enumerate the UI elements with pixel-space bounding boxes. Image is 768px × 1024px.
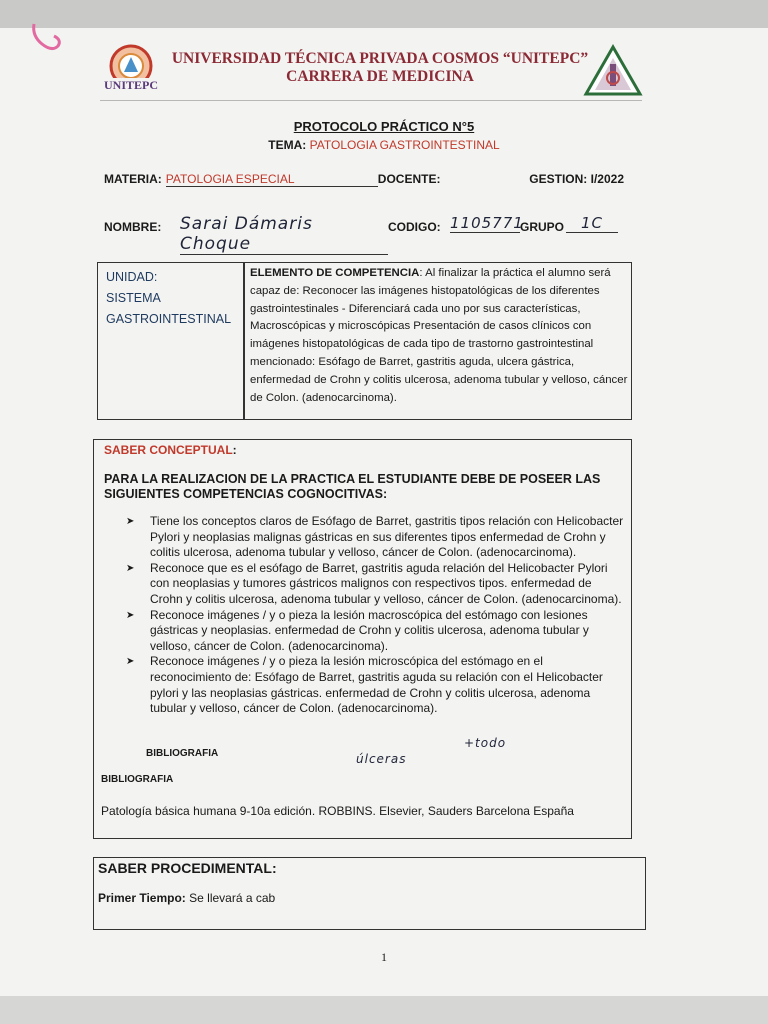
page-number: 1 [381,950,387,964]
materia-value: PATOLOGIA ESPECIAL [166,172,378,187]
tema-value: PATOLOGIA GASTROINTESTINAL [309,138,500,152]
unidad-value-2: GASTROINTESTINAL [106,312,232,326]
saber-procedimental-box [93,857,646,930]
arrow-bullet-icon: ➤ [126,516,135,527]
competencia-label: ELEMENTO DE COMPETENCIA [250,267,420,279]
list-item-text: Reconoce imágenes / y o pieza la lesión microscópica del estómago en el reconocimiento de: Esófago de Barret, gastritis aguda su relación con el Helicobacter pylori y las neoplasias gástricas. enfermedad de Crohn y colitis ulcerosa, adenoma tubular y velloso, cáncer de Colon. (adenocarcinoma). [150,654,603,716]
handwritten-note-todo: +todo [464,736,507,750]
list-item [124,561,624,608]
saber-conceptual-box [93,439,632,839]
saber-conceptual-label: SABER CONCEPTUAL [104,443,233,457]
competencias-list [124,514,624,717]
svg-text:UNITEPC: UNITEPC [103,78,159,92]
docente-label: DOCENTE: [377,172,441,186]
tema-line [0,138,768,152]
primer-tiempo-label: Primer Tiempo: [98,891,186,905]
inline-biblio-label: BIBLIOGRAFIA [146,748,219,759]
list-item-text: Reconoce que es el esófago de Barret, gastritis aguda relación del Helicobacter Pylori con neoplasias y tumores gástricos malignos con respectivos tipos. enfermedad de Crohn y colitis ulcerosa, adenoma tubular y velloso, cáncer de Colon. (adenocarcinoma). [150,560,622,606]
saber-conceptual-heading: SABER CONCEPTUAL: [104,443,237,457]
grupo-value: 1C [566,214,618,233]
unidad-label: UNIDAD: [106,270,158,284]
list-item [124,608,624,655]
biblio-heading: BIBLIOGRAFIA [101,774,174,785]
tema-label: TEMA: [268,138,307,152]
codigo-value: 1105771 [450,214,524,232]
materia-label: MATERIA: [104,172,162,186]
saber-procedimental-heading: SABER PROCEDIMENTAL: [98,860,277,876]
career-name: CARRERA DE MEDICINA [286,68,474,85]
biblio-text: Patología básica humana 9-10a edición. ROBBINS. Elsevier, Sauders Barcelona España [101,804,574,818]
competencia-text: : Al finalizar la práctica el alumno será capaz de: Reconocer las imágenes histopatológicas de los diferentes gastrointestinales - Diferenciará cada uno por sus características, Macroscópicas y microscópicas Presentación de casos clínicos con imágenes histopatológicas de cada tipo de trastorno gastrointestinal mencionado: Esófago de Barret, gastritis aguda, ulcera gástrica, enfermedad de Crohn y colitis ulcerosa, adenoma tubular y velloso, cáncer de Colon. (adenocarcinoma). [250,267,628,404]
nombre-row [104,214,624,254]
arrow-bullet-icon: ➤ [126,609,135,621]
university-name: UNIVERSIDAD TÉCNICA PRIVADA COSMOS “UNITEPC” [171,50,589,67]
codigo-label: CODIGO: [388,220,441,234]
competencias-intro: PARA LA REALIZACION DE LA PRACTICA EL ESTUDIANTE DEBE DE POSEER LAS SIGUIENTES COMPETENCIAS COGNOCITIVAS: [104,472,601,501]
nombre-label: NOMBRE: [104,220,162,234]
list-item [124,654,624,716]
arrow-bullet-icon: ➤ [126,656,135,668]
header-divider [100,100,642,101]
materia-row [104,172,624,187]
competence-table [97,262,632,420]
paper-clip-icon [28,22,62,58]
primer-tiempo-line [98,891,275,905]
arrow-bullet-icon: ➤ [126,562,135,574]
gestion-label: GESTION: I/2022 [529,172,624,186]
list-item-text: Reconoce imágenes / y o pieza la lesión macroscópica del estómago con lesiones gástricas y neoplasias. enfermedad de Crohn y colitis ulcerosa, adenoma tubular y velloso, cáncer de Colon. (adenocarcinoma). [150,607,589,653]
table-divider [243,263,245,419]
background-strip [0,996,768,1024]
list-item-text: Tiene los conceptos claros de Esófago de Barret, gastritis tipos relación con Helicobacter Pylori y neoplasias malignas gástricas en sus diferentes tipos enfermedad de Crohn y colitis ulcerosa, adenoma tubular y velloso, cáncer de Colon. (adenocarcinoma). [150,514,624,560]
handwritten-note-ulceras: úlceras [356,752,407,766]
list-item [124,514,624,561]
unidad-value-1: SISTEMA [106,291,161,305]
primer-tiempo-text: Se llevará a cab [185,891,276,905]
competencia-cell [250,265,628,407]
unidad-cell [106,267,236,330]
grupo-label: GRUPO [520,220,565,234]
nombre-value: Sarai Dámaris Choque [180,214,388,255]
protocol-title: PROTOCOLO PRÁCTICO N°5 [293,119,475,134]
